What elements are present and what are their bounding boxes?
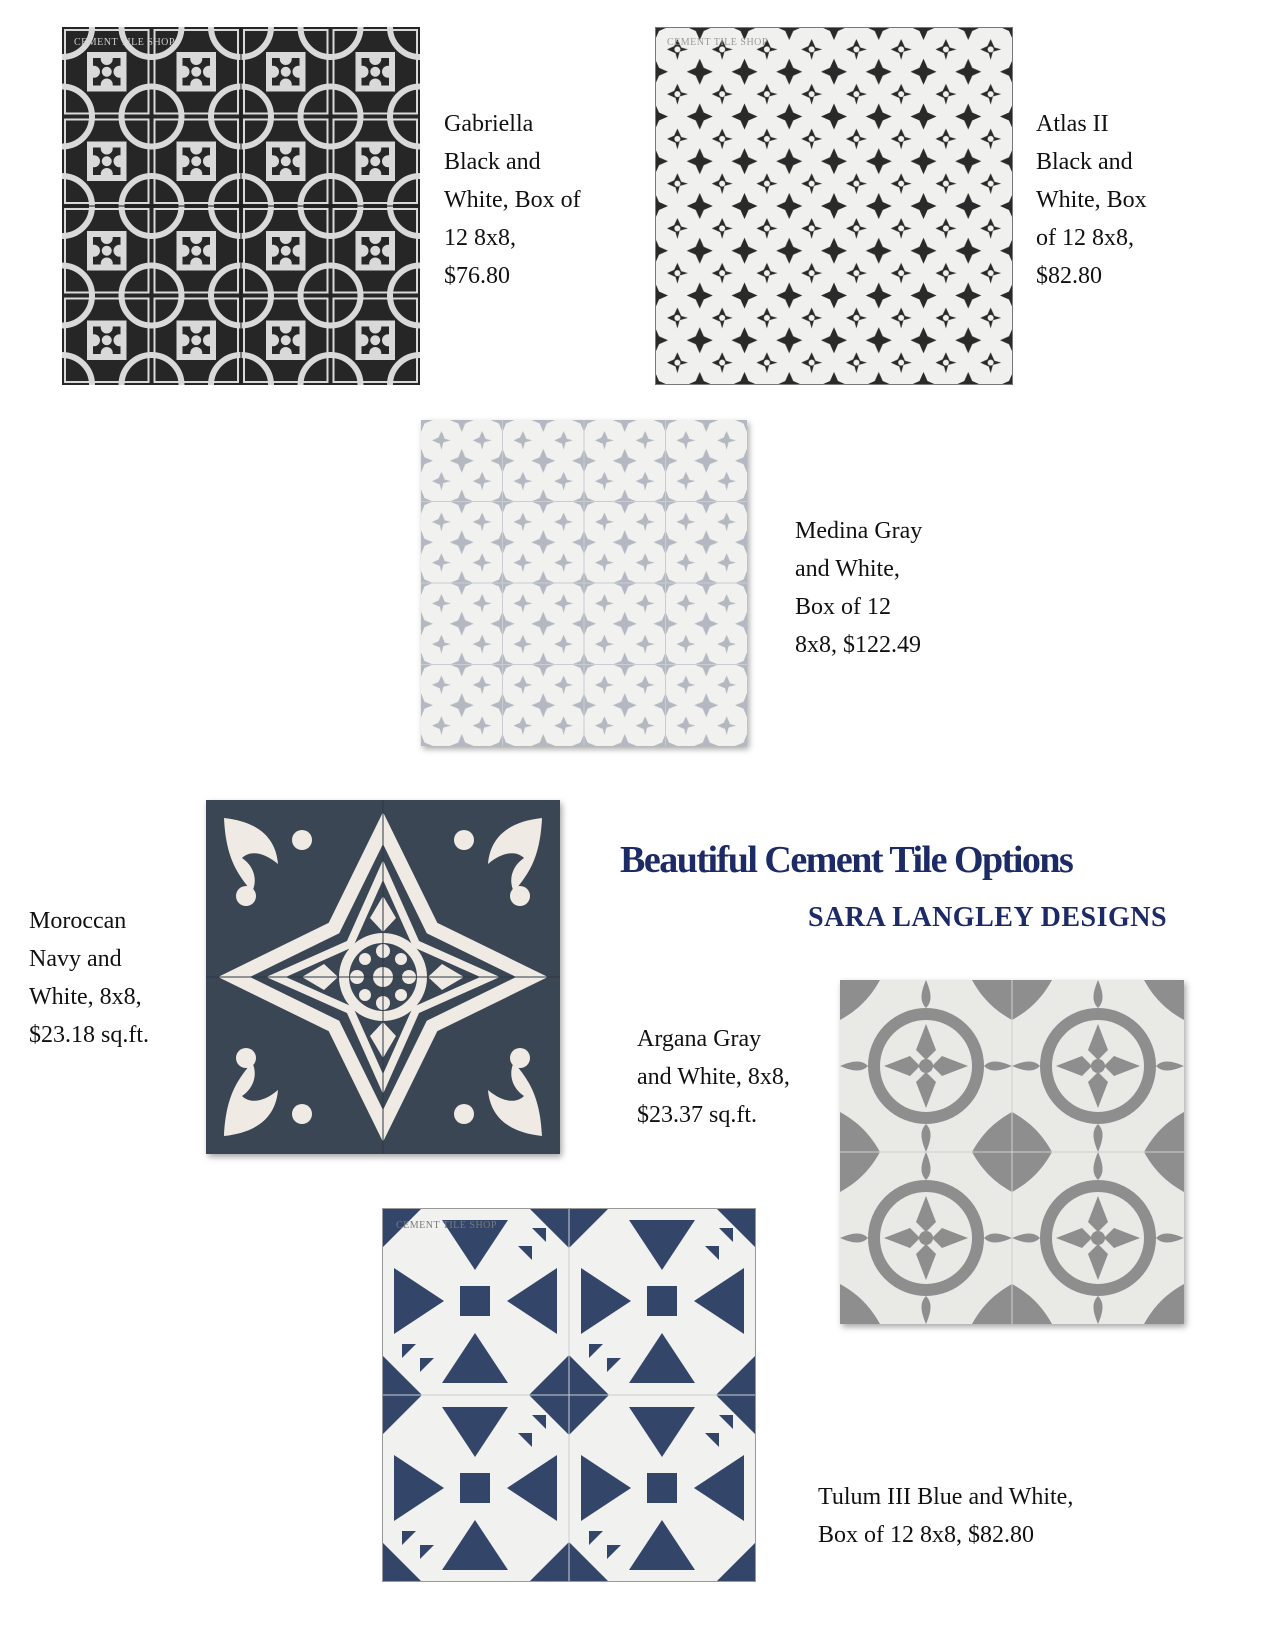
atlas-label-line: of 12 8x8, — [1036, 225, 1134, 251]
gabriella-label — [444, 105, 581, 295]
tulum-watermark: CEMENT TILE SHOP — [396, 1220, 497, 1231]
argana-label — [637, 1020, 790, 1134]
atlas-star-pattern-icon — [655, 27, 1013, 385]
moroccan-price: $23.18 sq.ft. — [29, 1022, 149, 1048]
medina-label — [795, 512, 922, 664]
medina-tile-image — [421, 420, 747, 746]
atlas-price: $82.80 — [1036, 263, 1102, 289]
medina-price: 8x8, $122.49 — [795, 632, 921, 658]
gabriella-price: $76.80 — [444, 263, 510, 289]
argana-floral-pattern-icon — [840, 980, 1184, 1324]
gabriella-label-line: 12 8x8, — [444, 225, 516, 251]
moroccan-label-line: Navy and — [29, 946, 122, 972]
atlas-watermark: CEMENT TILE SHOP — [667, 37, 768, 48]
page-title: Beautiful Cement Tile Options — [620, 839, 1073, 881]
gabriella-tile-pattern-icon — [62, 27, 420, 385]
argana-label-line: Argana Gray — [637, 1026, 762, 1052]
tulum-label — [818, 1478, 1073, 1554]
atlas-label-line: White, Box — [1036, 187, 1147, 213]
gabriella-watermark: CEMENT TILE SHOP — [74, 37, 175, 48]
tulum-price: Box of 12 8x8, $82.80 — [818, 1522, 1034, 1548]
medina-star-pattern-icon — [421, 420, 747, 746]
moroccan-tile-image — [206, 800, 560, 1154]
tulum-triangle-pattern-icon — [382, 1208, 756, 1582]
medina-label-line: and White, — [795, 556, 900, 582]
medina-label-line: Medina Gray — [795, 518, 923, 544]
page-subtitle: SARA LANGLEY DESIGNS — [808, 902, 1168, 933]
gabriella-label-line: Black and — [444, 149, 541, 175]
moroccan-medallion-pattern-icon — [206, 800, 560, 1154]
tulum-label-line: Tulum III Blue and White, — [818, 1484, 1074, 1510]
gabriella-label-line: White, Box of — [444, 187, 581, 213]
atlas-label — [1036, 105, 1147, 295]
tulum-tile-image — [382, 1208, 756, 1582]
medina-label-line: Box of 12 — [795, 594, 891, 620]
moroccan-label-line: Moroccan — [29, 908, 127, 934]
gabriella-tile-image — [62, 27, 420, 385]
moroccan-label-line: White, 8x8, — [29, 984, 142, 1010]
atlas-label-line: Atlas II — [1036, 111, 1109, 137]
gabriella-label-line: Gabriella — [444, 111, 534, 137]
atlas-label-line: Black and — [1036, 149, 1133, 175]
argana-tile-image — [840, 980, 1184, 1324]
argana-label-line: and White, 8x8, — [637, 1064, 790, 1090]
atlas-tile-image — [655, 27, 1013, 385]
moroccan-label — [29, 902, 149, 1054]
argana-price: $23.37 sq.ft. — [637, 1102, 757, 1128]
